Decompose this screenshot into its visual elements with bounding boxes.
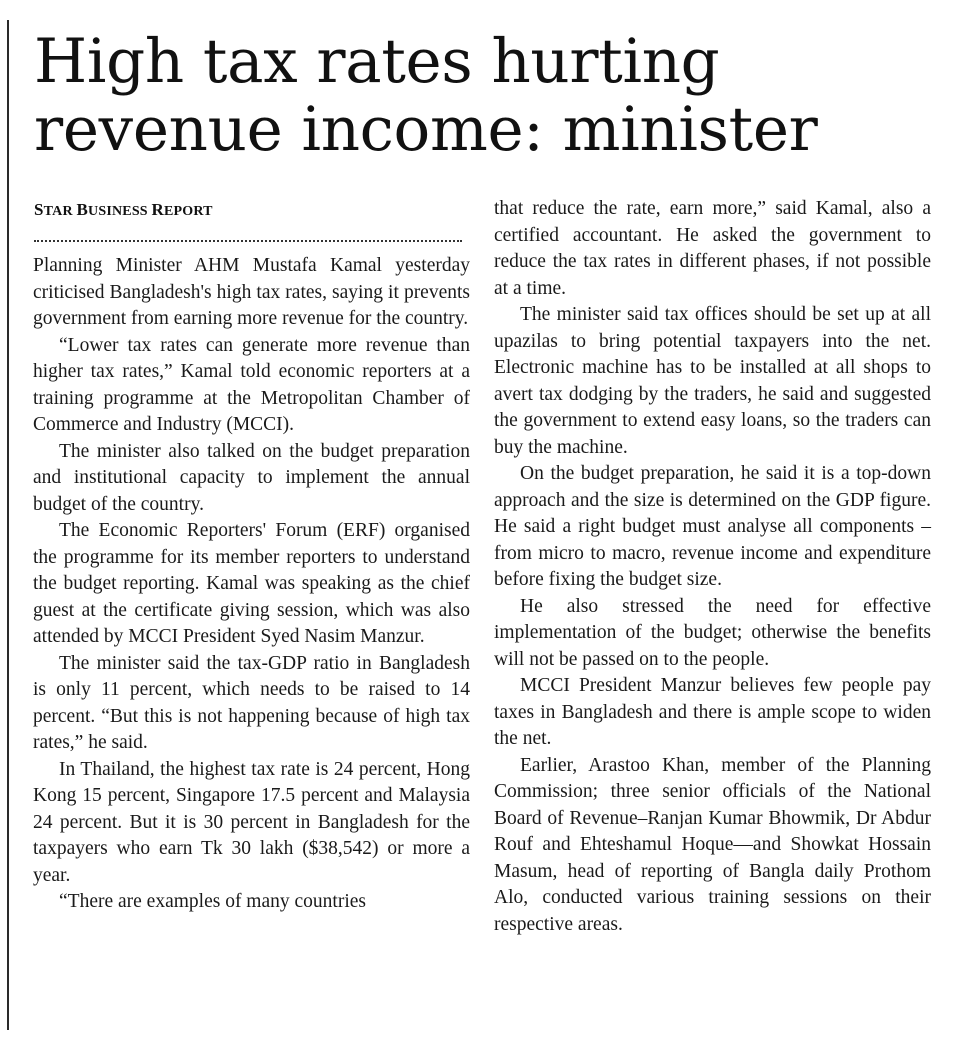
article-headline: High tax rates hurting revenue income: minister [34,26,818,165]
byline-divider [34,240,462,242]
byline-tar: TAR [43,204,77,219]
paragraph: The minister said the tax-GDP ratio in Bangladesh is only 11 percent, which needs to be raised to 14 percent. “But this is not happening because of high tax rates,” he said. [33,652,470,753]
byline-b: B [76,200,89,219]
paragraph: On the budget preparation, he said it is a top-down approach and the size is determined on the GDP figure. He said a right budget must analyse all components – from micro to macro, revenue income and expenditure before fixing the budget size. [494,463,931,590]
byline-eport: EPORT [163,204,213,219]
paragraph: The minister also talked on the budget preparation and institutional capacity to implement the annual budget of the country. [33,440,470,515]
byline-usiness: USINESS [88,204,152,219]
byline-r: R [151,200,164,219]
paragraph: that reduce the rate, earn more,” said Kamal, also a certified accountant. He asked the government to reduce the tax rates in different phases, if not possible at a time. [494,198,931,299]
paragraph: “There are examples of many countries [59,891,366,912]
paragraph: Earlier, Arastoo Khan, member of the Planning Commission; three senior officials of the National Board of Revenue–Ranjan Kumar Bhowmik, Dr Abdur Rouf and Ehteshamul Hoque—and Showkat Hossain Masum, head of reporting of Bangla daily Prothom Alo, conducted various training sessions on their respective areas. [494,754,931,935]
byline-s: S [34,200,44,219]
paragraph: The minister said tax offices should be set up at all upazilas to bring potential taxpayers into the net. Electronic machine has to be installed at all shops to avert tax dodging by the traders, he said and suggested the government to extend easy loans, so the traders can buy the machine. [494,304,931,458]
byline [34,200,213,220]
paragraph: He also stressed the need for effective implementation of the budget; otherwise the benefits will not be passed on to the people. [494,595,931,670]
paragraph: Planning Minister AHM Mustafa Kamal yesterday criticised Bangladesh's high tax rates, saying it prevents government from earning more revenue for the country. [33,255,470,329]
left-column [33,253,470,916]
paragraph: “Lower tax rates can generate more revenue than higher tax rates,” Kamal told economic reporters at a training programme at the Metropolitan Chamber of Commerce and Industry (MCCI). [33,334,470,435]
right-column [494,196,931,938]
paragraph: The Economic Reporters' Forum (ERF) organised the programme for its member reporters to understand the budget reporting. Kamal was speaking as the chief guest at the certificate giving session, which was also attended by MCCI President Syed Nasim Manzur. [33,520,470,647]
paragraph: In Thailand, the highest tax rate is 24 percent, Hong Kong 15 percent, Singapore 17.5 percent and Malaysia 24 percent. But it is 30 percent in Bangladesh for the taxpayers who earn Tk 30 lakh ($38,542) or more a year. [33,758,470,886]
paragraph: MCCI President Manzur believes few people pay taxes in Bangladesh and there is ample scope to widen the net. [494,675,931,749]
